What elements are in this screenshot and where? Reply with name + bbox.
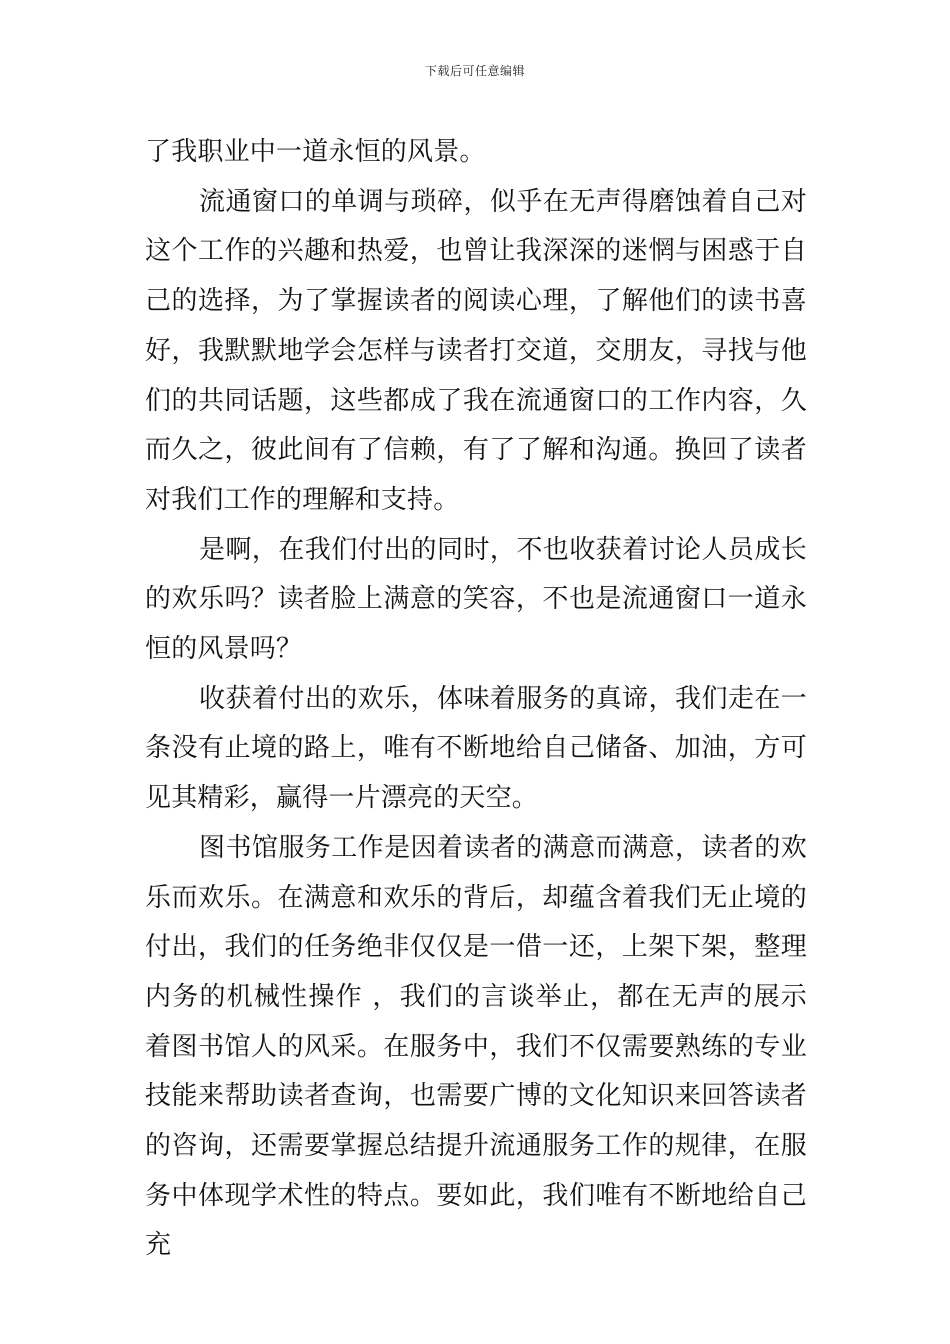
paragraph-3: 是啊，在我们付出的同时，不也收获着讨论人员成长的欢乐吗？读者脸上满意的笑容，不也是流通窗口一道永恒的风景吗？ [145,534,807,665]
paragraph-4: 收获着付出的欢乐，体味着服务的真谛，我们走在一条没有止境的路上，唯有不断地给自己储备、加油，方可见其精彩，赢得一片漂亮的天空。 [145,683,807,814]
paragraph-5: 图书馆服务工作是因着读者的满意而满意，读者的欢乐而欢乐。在满意和欢乐的背后，却蕴含着我们无止境的付出，我们的任务绝非仅仅是一借一还，上架下架，整理内务的机械性操作 ，我们的言谈举止，都在无声的展示着图书馆人的风采。在服务中，我们不仅需要熟练的专业技能来帮助读者查询，也需要广博的文化知识来回答读者的咨询，还需要掌握总结提升流通服务工作的规律，在服务中体现学术性的特点。要如此，我们唯有不断地给自己充 [145,832,807,1261]
paragraph-2: 流通窗口的单调与琐碎，似乎在无声得磨蚀着自己对这个工作的兴趣和热爱，也曾让我深深的迷惘与困惑于自己的选择，为了掌握读者的阅读心理，了解他们的读书喜好，我默默地学会怎样与读者打交道，交朋友，寻找与他们的共同话题，这些都成了我在流通窗口的工作内容，久而久之，彼此间有了信赖，有了了解和沟通。换回了读者对我们工作的理解和支持。 [145,186,807,515]
paragraph-1: 了我职业中一道永恒的风景。 [145,137,486,167]
document-body [145,128,807,1271]
page-header: 下载后可任意编辑 [424,64,525,78]
